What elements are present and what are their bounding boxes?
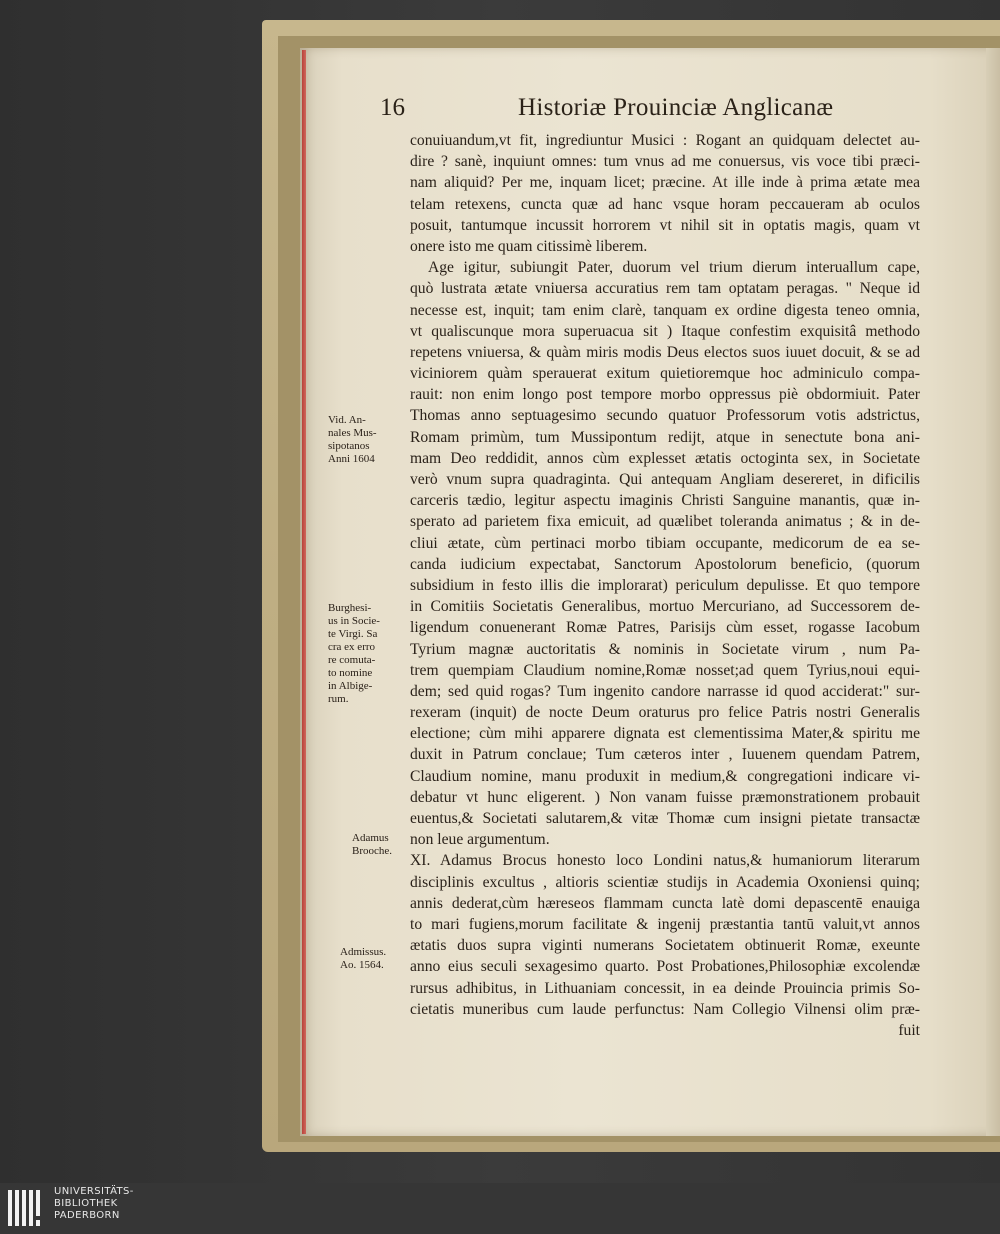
text-line: onere isto me quam citissimè liberem. — [410, 237, 648, 255]
running-header — [380, 94, 940, 128]
margin-line: to nomine — [328, 667, 373, 679]
text-line: repetens vniuersa, & quàm miris modis Deus electos suos iuuet docuit, & se ad — [410, 343, 920, 361]
margin-note-adamus — [352, 832, 432, 858]
text-line: verò vnum supra quadraginta. Qui antequam Angliam desereret, in dificilis — [410, 471, 920, 488]
text-line: disciplinis excultus , altioris scientiæ studijs in Academia Oxoniensi quinq; — [410, 873, 920, 891]
text-line: to mari fugiens,morum facilitate & ingenij præstantia tantū valuit,vt annos — [410, 915, 920, 933]
text-line: ætatis duos supra viginti numerans Societatem obtinuerit Romæ, exeunte — [410, 937, 920, 955]
margin-line: us in Socie- — [328, 615, 380, 627]
text-line: nam aliquid? Per me, inquam licet; præcine. At ille inde à prima ætate mea — [410, 174, 920, 192]
logo-line: PADERBORN — [54, 1210, 120, 1221]
text-line: necesse est, inquit; tam enim clarè, tanquam ex ordine digesta teneo omnia, — [410, 301, 920, 319]
margin-note-vid-annales — [328, 414, 408, 466]
running-head-title: Historiæ Prouinciæ Anglicanæ — [518, 94, 834, 121]
margin-line: sipotanos — [328, 440, 370, 452]
text-line: Romam primùm, tum Mussipontum redijt, atque in senectute bona ani- — [410, 428, 920, 446]
text-line: duxit in Patrum conclaue; Tum cæteros inter , Iuuenem quendam Patrem, — [410, 746, 920, 764]
text-line: Age igitur, subiungit Pater, duorum vel trium dierum interuallum cape, — [428, 259, 920, 277]
text-line: non leue argumentum. — [410, 831, 550, 849]
logo-line: BIBLIOTHEK — [54, 1198, 118, 1209]
text-line: electione; cùm mihi apparere dignata est clementissima Mater,& spiritu me — [410, 725, 920, 743]
text-line: Tyrium magnæ auctoritatis & nominis in Societate virum , num Pa- — [410, 640, 920, 658]
text-line: rursus adhibitus, in Lithuaniam concessit, in ea deinde Prouincia primis So- — [410, 979, 920, 997]
text-line: dem; sed quid rogas? Tum ingenito candore narrasse id quod acciderat:" sur- — [410, 682, 920, 700]
margin-line: te Virgi. Sa — [328, 628, 378, 640]
margin-line: re comuta- — [328, 654, 376, 666]
text-line: debatur vt hunc eligerent. ) Non vanam fuisse præmonstrationem probauit — [410, 788, 920, 806]
text-line: fuit — [898, 1021, 920, 1039]
margin-line: in Albige- — [328, 680, 373, 692]
text-line: in Comitiis Societatis Generalibus, mortuo Mercuriano, ad Successorem de- — [410, 598, 920, 616]
logo-line: UNIVERSITÄTS- — [54, 1186, 134, 1197]
red-page-edge — [302, 50, 306, 1134]
margin-line: Ao. 1564. — [340, 959, 384, 971]
text-line: cliui ætate, cùm pertinaci morbo tibiam occupante, medicorum de ea se- — [410, 534, 920, 552]
margin-line: Brooche. — [352, 845, 393, 857]
text-line: viciniorem quàm sperauerat exitum quietioremque hoc adminiculo compa- — [410, 365, 920, 383]
text-line: Thomas anno septuagesimo secundo quatuor Professorum votis adstrictus, — [410, 407, 920, 425]
margin-line: Burghesi- — [328, 602, 372, 614]
margin-note-admissus — [340, 946, 420, 972]
text-line: sperato ad parietem fixa emicuit, ad quælibet toleranda animatus ; & in de- — [410, 513, 920, 531]
text-line: quò lustrata ætate vniuersa accuratius rem tam optatam peragas. " Neque id — [410, 280, 920, 298]
text-line: anno eius seculi sexagesimo quarto. Post Probationes,Philosophiæ excolendæ — [410, 958, 920, 976]
text-line: posuit, tantumque incussit horrorem vt nihil sit in optatis magis, quam vt — [410, 216, 920, 234]
text-line: rauit: non enim longo post tempore morbo oppressus piè obdormiuit. Pater — [410, 386, 920, 404]
text-line: annis dederat,cùm hæreseos flammam cuncta latè domi depascentē enauiga — [410, 894, 920, 912]
text-line: vt qualiscunque mora superuacua sit ) Itaque confestim exquisitâ methodo — [410, 322, 920, 340]
margin-line: nales Mus- — [328, 427, 377, 439]
margin-line: Adamus — [352, 832, 389, 844]
page-number: 16 — [380, 94, 405, 121]
main-text — [410, 130, 920, 1041]
margin-line: rum. — [328, 693, 349, 705]
footer-bar — [0, 1183, 1000, 1234]
margin-line: cra ex erro — [328, 641, 376, 653]
text-line: conuiuandum,vt fit, ingrediuntur Musici : Rogant an quidquam delectet au- — [410, 132, 920, 149]
text-line: XI. Adamus Brocus honesto loco Londini natus,& humaniorum literarum — [410, 852, 920, 870]
text-line: subsidium in festo illis die implorarat) periculum depulisse. Et quo tempore — [410, 576, 920, 594]
text-line: dire ? sanè, inquiunt omnes: tum vnus ad me conuersus, vis voce tibi præci- — [410, 153, 920, 171]
text-line: euentus,& Societati salutarem,& vitæ Thomæ cum insigni pietate transactæ — [410, 810, 920, 827]
text-line: rexeram (inquit) de nocte Deum oraturus pro felice Patris nostri Generalis — [410, 704, 920, 722]
library-logo-icon — [8, 1188, 48, 1228]
page-gutter — [986, 48, 1000, 1136]
text-line: cietatis muneribus cum laude perfunctus: Nam Collegio Vilnensi olim præ- — [410, 1000, 920, 1018]
text-line: canda iudicium expectabat, Sanctorum Apostolorum beneficio, (quorum — [410, 555, 920, 573]
margin-line: Vid. An- — [328, 414, 366, 426]
text-line: ligendum conuenerant Romæ Patres, Parisijs cùm esset, rogasse Iacobum — [410, 619, 920, 637]
text-line: trem quempiam Claudium nomine,Romæ nosset;ad quem Tyrius,noui equi- — [410, 661, 920, 679]
text-line: Claudium nomine, manu produxit in medium,& congregationi indicare vi- — [410, 767, 920, 785]
margin-line: Admissus. — [340, 946, 387, 958]
text-line: carceris tædio, legitur aspectu imaginis Christi Sanguine manantis, quæ in- — [410, 492, 920, 510]
library-logo-text — [54, 1186, 134, 1222]
text-line: mam Deo reddidit, annos cùm explesset ætatis octoginta sex, in Societate — [410, 449, 920, 467]
margin-note-burghesius — [328, 602, 408, 706]
text-line: telam retexens, cuncta quæ ad hanc vsque horam peccaueram ab oculos — [410, 195, 920, 213]
margin-line: Anni 1604 — [328, 453, 375, 465]
